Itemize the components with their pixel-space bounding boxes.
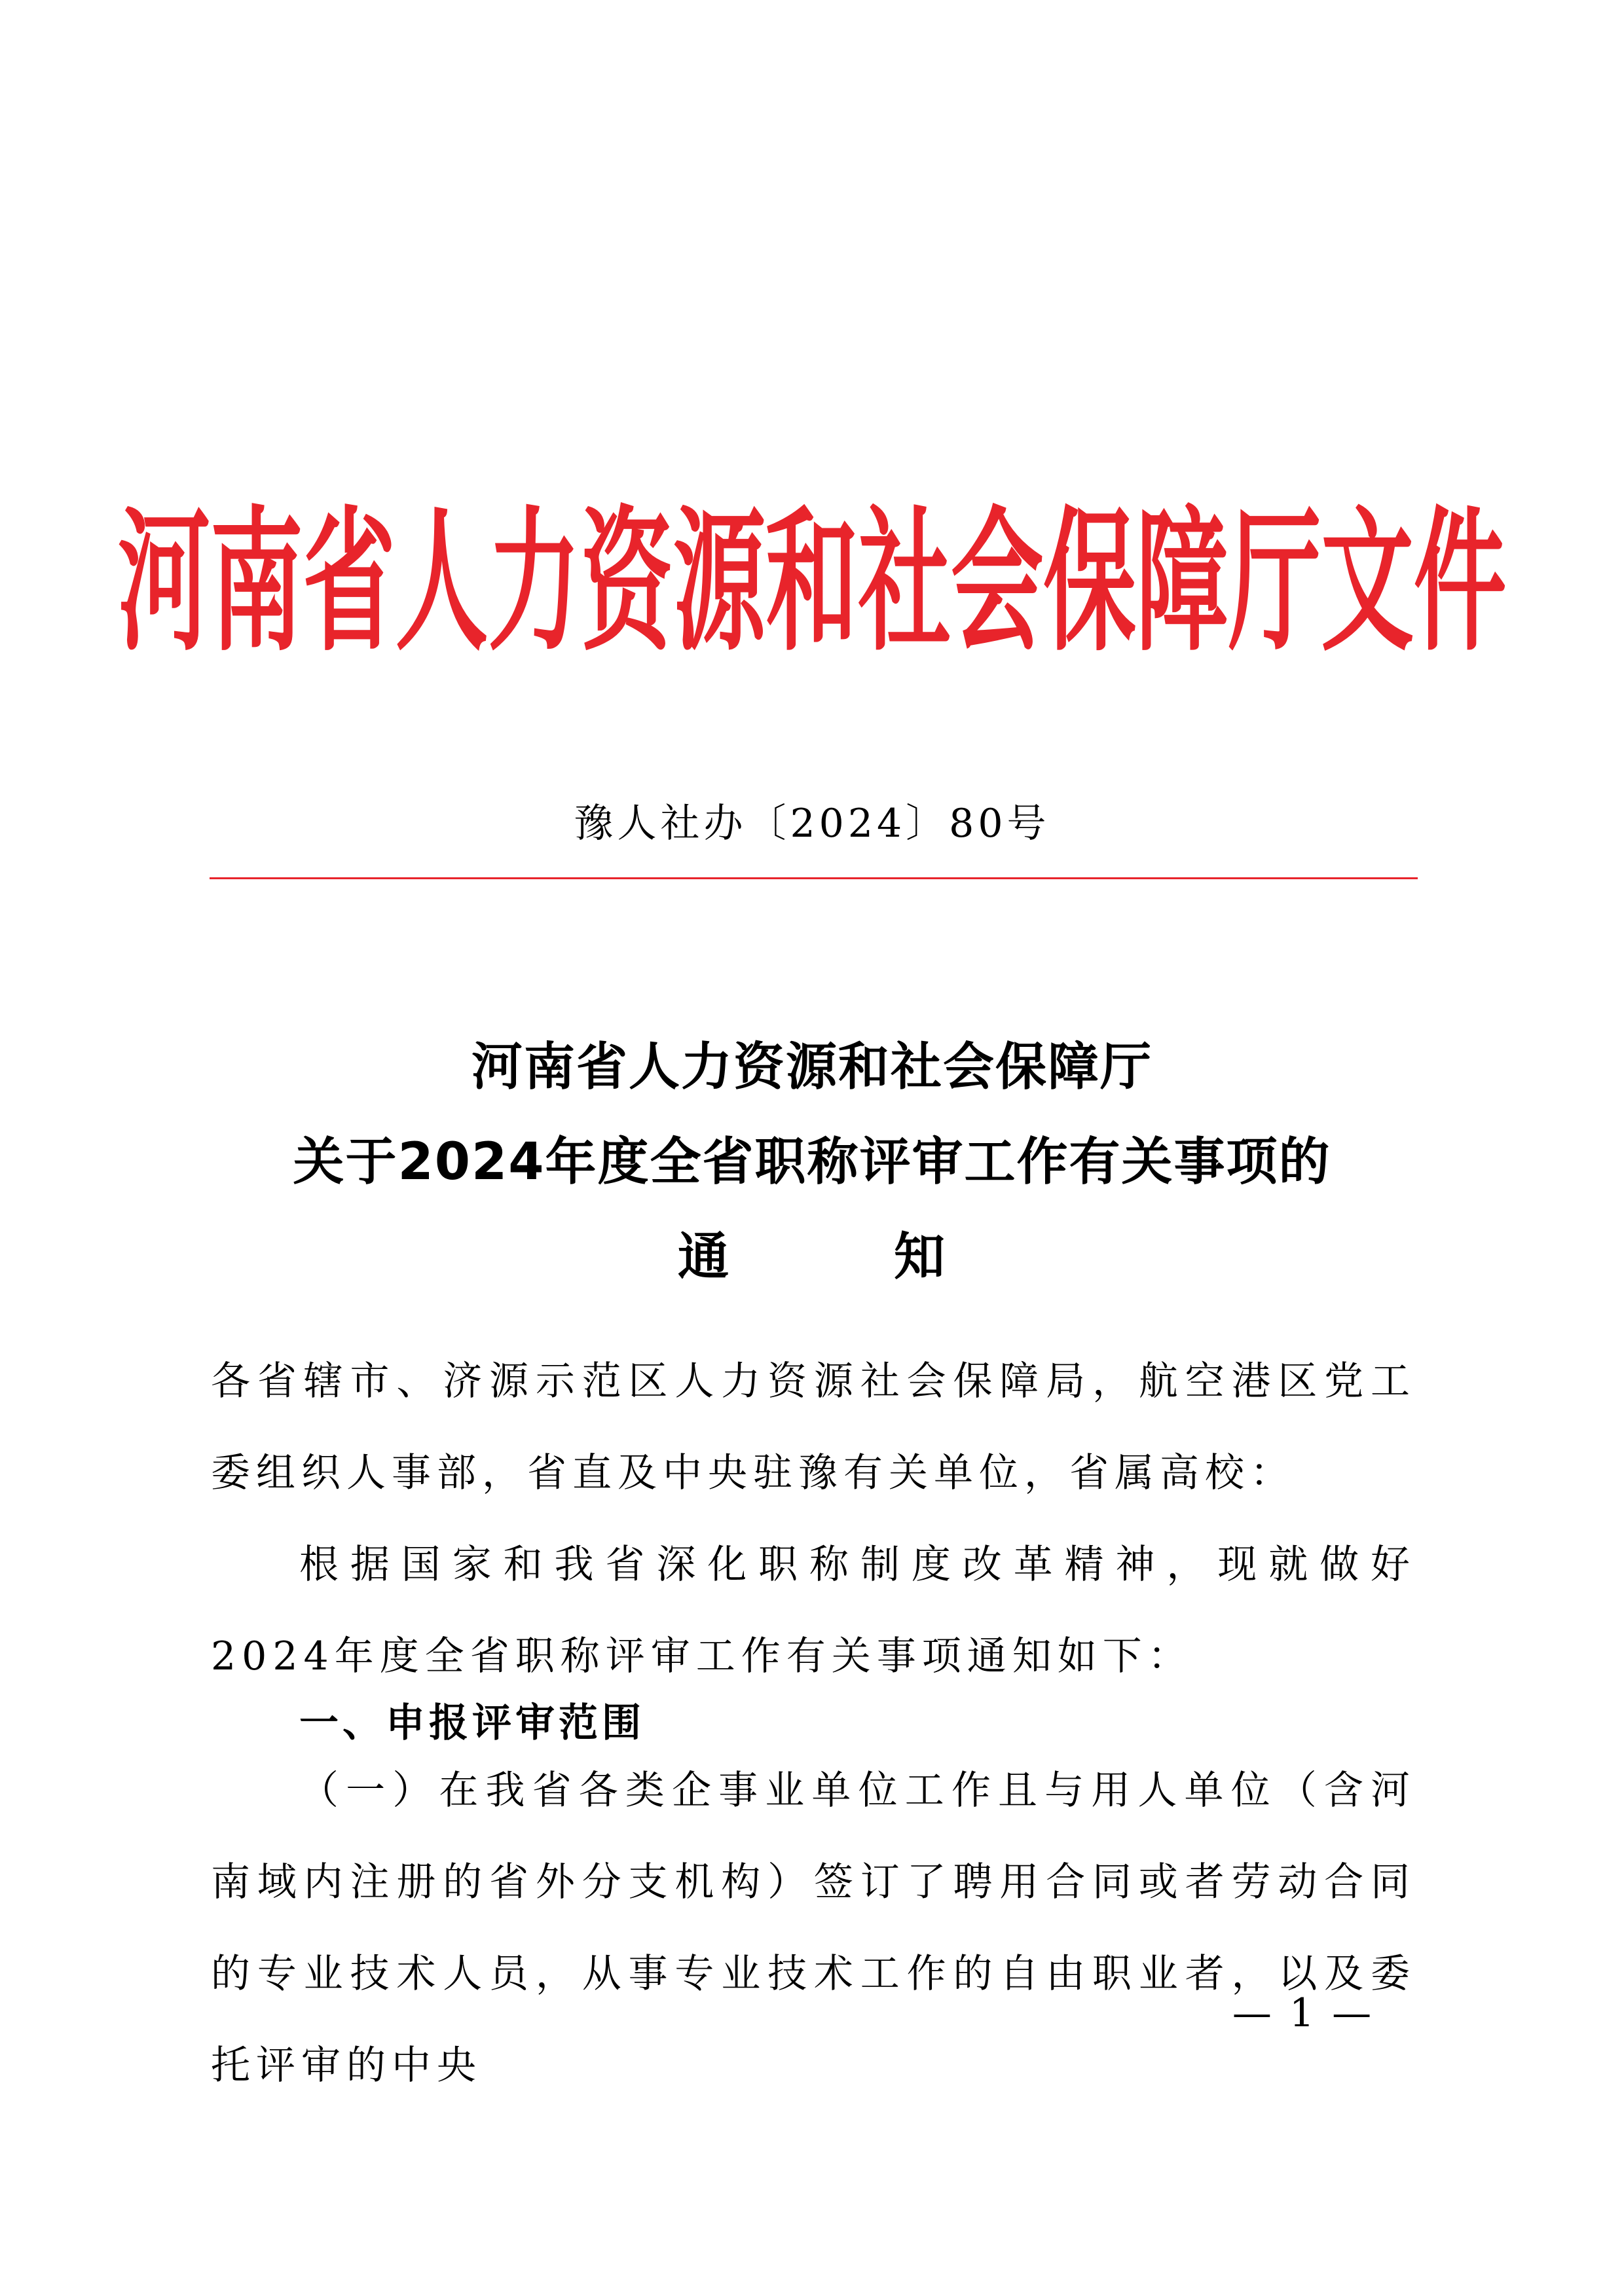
notice-title-char-2: 知 bbox=[894, 1228, 947, 1286]
section-1-paragraph: （一）在我省各类企事业单位工作且与用人单位（含河南域内注册的省外分支机构）签订了聘用合同或者劳动合同的专业技术人员，从事专业技术工作的自由职业者，以及委托评审的中央 bbox=[211, 1768, 1416, 2088]
red-separator-line bbox=[210, 877, 1418, 879]
masthead bbox=[117, 481, 1507, 684]
notice-title-line-1: 河南省人力资源和社会保障厅 bbox=[471, 1038, 1153, 1097]
notice-title-line-2: 关于2024年度全省职称评审工作有关事项的 bbox=[293, 1133, 1331, 1192]
document-number: 豫人社办〔2024〕80号 bbox=[574, 801, 1050, 847]
addressee: 各省辖市、济源示范区人力资源社会保障局，航空港区党工委组织人事部，省直及中央驻豫有关单位，省属高校： bbox=[211, 1358, 1416, 1496]
section-heading-1: 一、申报评审范围 bbox=[299, 1700, 645, 1746]
intro-paragraph: 根据国家和我省深化职称制度改革精神，现就做好2024年度全省职称评审工作有关事项通知如下： bbox=[211, 1542, 1416, 1679]
notice-title-char-1: 通 bbox=[677, 1228, 730, 1286]
notice-title-line-3 bbox=[0, 1221, 1624, 1293]
masthead-title: 河南省人力资源和社会保障厅文件 bbox=[117, 492, 1507, 672]
page-number: — 1 — bbox=[1232, 1990, 1375, 2036]
